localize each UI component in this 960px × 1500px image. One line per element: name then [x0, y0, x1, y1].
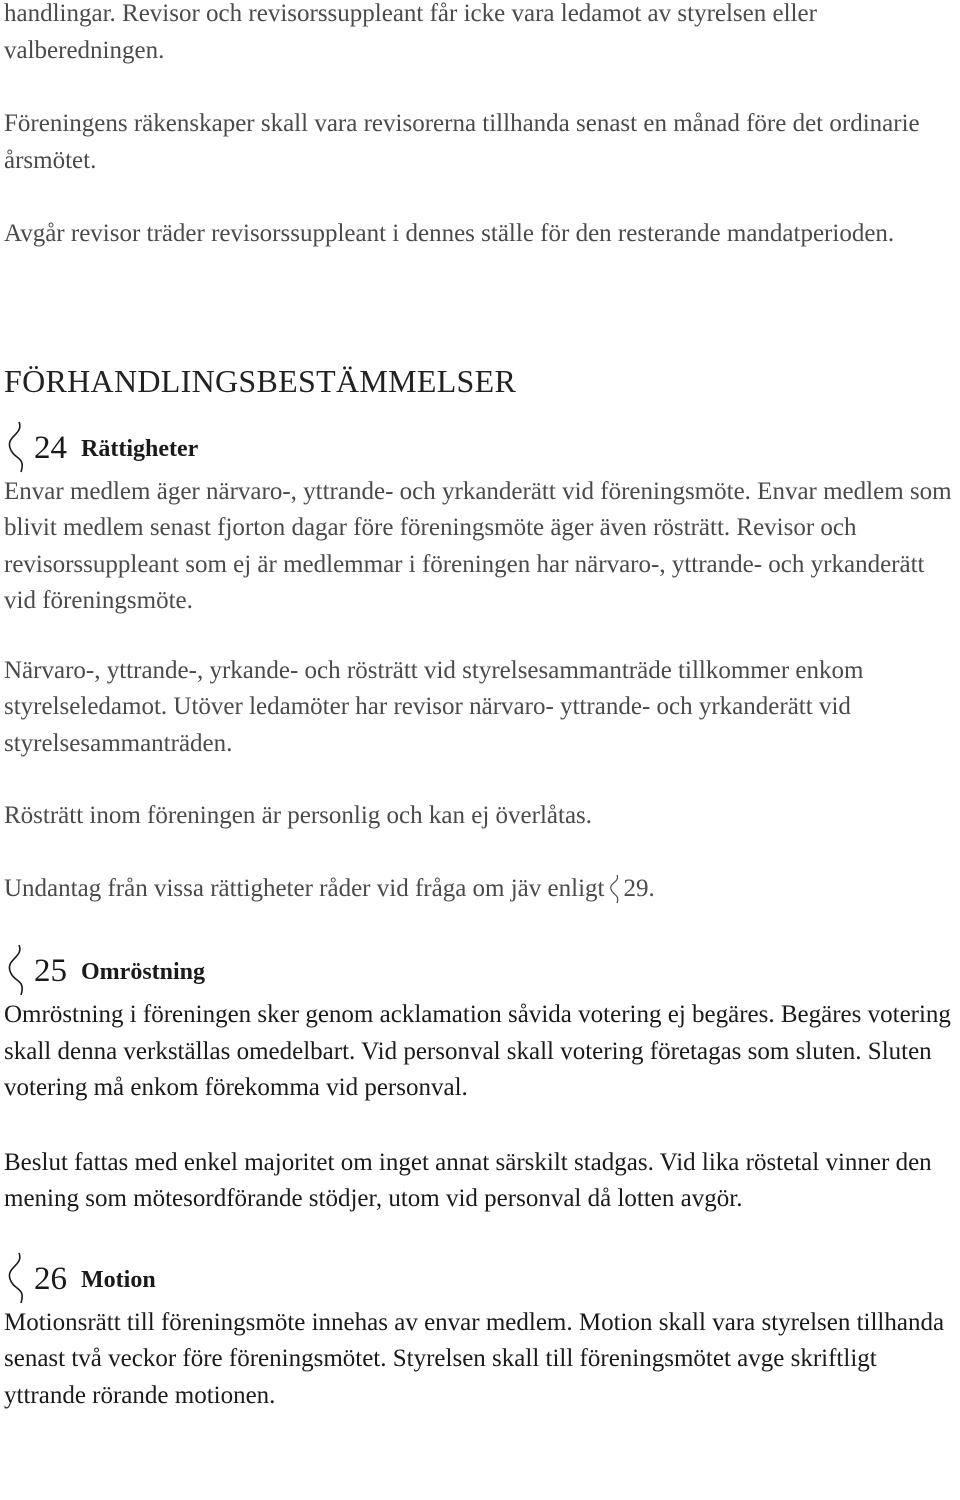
paragraph-voting-1: Omröstning i föreningen sker genom acklamation såvida votering ej begäres. Begäres votering skall denna verkställas omedelbart. Vid personval skall votering företagas som sluten. Sluten votering må enkom förekomma vid personval.: [4, 1001, 951, 1101]
paragraph-rights-2: Närvaro-, yttrande-, yrkande- och rösträtt vid styrelsesammanträde tillkommer enkom styrelseledamot. Utöver ledamöter har revisor närvaro- yttrande- och yrkanderätt vid styrelsesammanträden.: [4, 656, 864, 757]
document-page: [4, 0, 954, 1414]
paragraph-revisor-restriction: handlingar. Revisor och revisorssuppleant får icke vara ledamot av styrelsen eller valberedningen.: [4, 0, 817, 64]
section-sign-icon: [4, 420, 26, 474]
section-sign-icon: [4, 943, 26, 997]
section-title: Motion: [81, 1266, 156, 1293]
section-number: 25: [34, 953, 67, 989]
section-sign-icon: [4, 1251, 26, 1305]
paragraph-accounts: Föreningens räkenskaper skall vara revisorerna tillhanda senast en månad före det ordinarie årsmötet.: [4, 110, 920, 174]
paragraph-motion: Motionsrätt till föreningsmöte innehas av envar medlem. Motion skall vara styrelsen tillhanda senast två veckor före föreningsmötet. Styrelsen skall till föreningsmötet avge skriftligt yttrande rörande motionen.: [4, 1308, 945, 1409]
paragraph-voting-2: Beslut fattas med enkel majoritet om inget annat särskilt stadgas. Vid lika röstetal vinner den mening som mötesordförande stödjer, utom vid personval då lotten avgör.: [4, 1148, 932, 1212]
section-25-header: [4, 943, 954, 997]
paragraph-rights-3: Rösträtt inom föreningen är personlig och kan ej överlåtas.: [4, 802, 593, 829]
section-reference: 29.: [623, 874, 655, 902]
section-number: 26: [34, 1260, 67, 1297]
paragraph-rights-1: Envar medlem äger närvaro-, yttrande- och yrkanderätt vid föreningsmöte. Envar medlem som blivit medlem senast fjorton dagar före föreningsmöte äger även rösträtt. Revisor och revisorssuppleant som ej är medlemmar i föreningen har närvaro-, yttrande- och yrkanderätt vid föreningsmöte.: [4, 477, 952, 614]
section-sign-icon: [608, 874, 620, 904]
section-number: 24: [34, 429, 67, 466]
section-title: Omröstning: [81, 959, 206, 985]
section-heading: FÖRHANDLINGSBESTÄMMELSER: [4, 362, 517, 399]
section-26-header: [4, 1251, 954, 1305]
paragraph-revisor-replacement: Avgår revisor träder revisorssuppleant i dennes ställe för den resterande mandatperioden.: [4, 220, 895, 247]
section-24-header: [4, 420, 954, 474]
paragraph-rights-4-text: Undantag från vissa rättigheter råder vid fråga om jäv enligt: [4, 874, 605, 902]
paragraph-rights-4: [4, 871, 954, 908]
section-title: Rättigheter: [81, 435, 199, 462]
